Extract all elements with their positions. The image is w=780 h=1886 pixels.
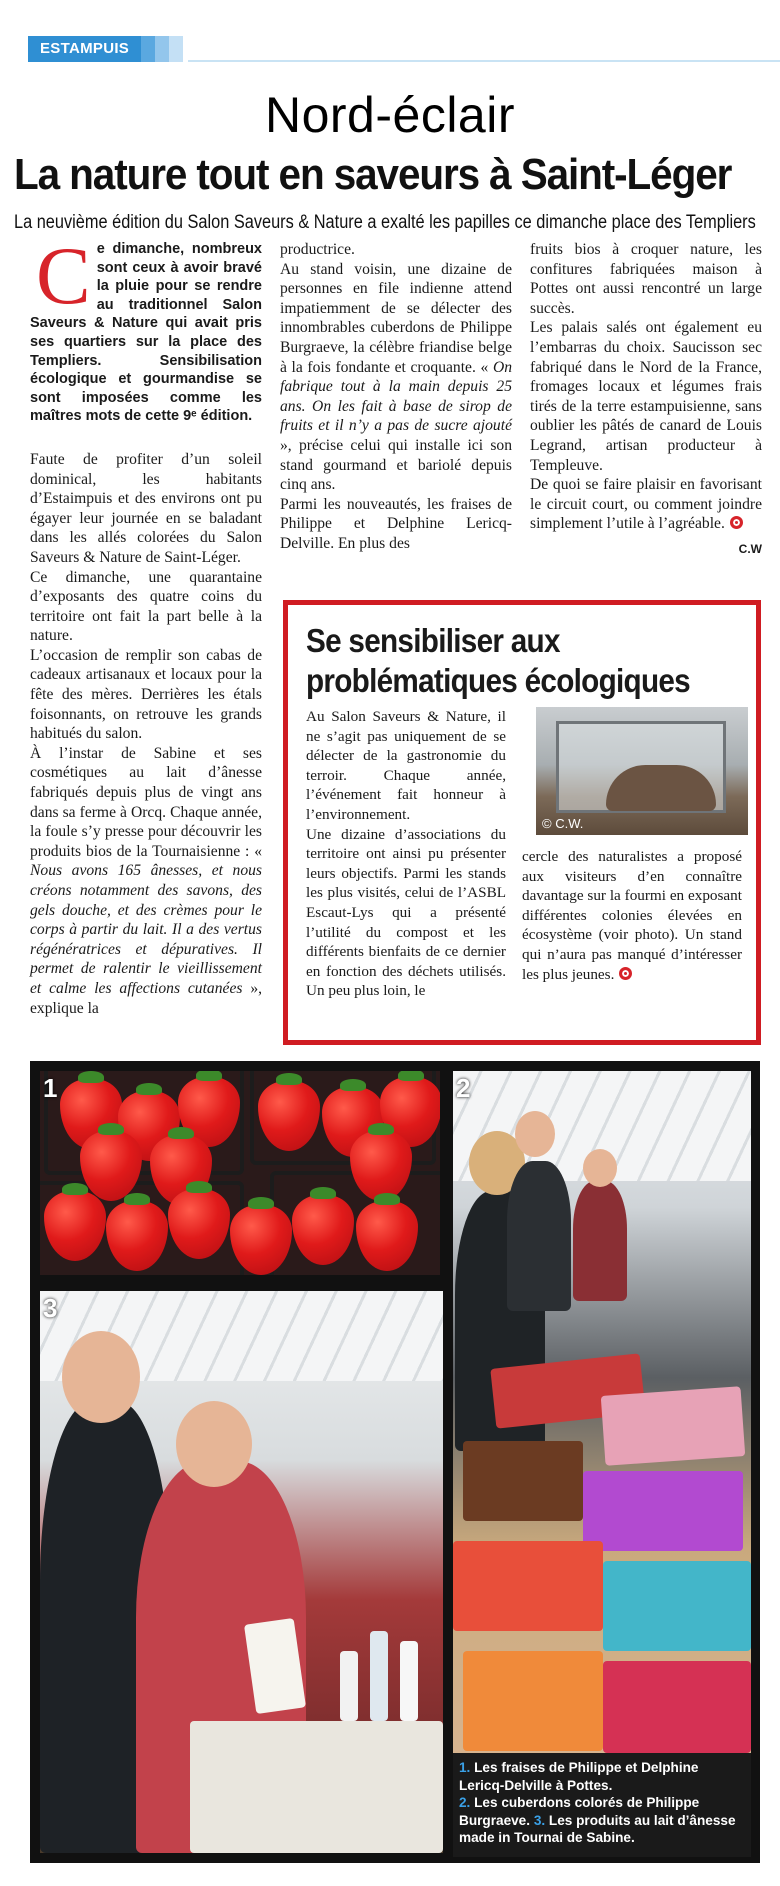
vendor-head-shape bbox=[515, 1111, 555, 1157]
anthill-shape bbox=[606, 765, 716, 811]
body-paragraph: Ce dimanche, une quarantaine d’exposants des quatre coins du territoire ont fait la part belle à la nature. bbox=[30, 568, 262, 645]
photo-caption bbox=[453, 1753, 751, 1857]
candy-tray-shape bbox=[601, 1386, 746, 1466]
man-head-shape bbox=[62, 1331, 140, 1423]
body-text: », précise celui qui installe ici son stand gourmand et bariolé depuis cinq ans. bbox=[280, 436, 512, 494]
sidebar-column-2 bbox=[522, 847, 742, 984]
end-mark-icon bbox=[730, 516, 743, 529]
end-mark-icon bbox=[619, 967, 632, 980]
candy-tray-shape bbox=[583, 1471, 743, 1551]
body-paragraph bbox=[30, 744, 262, 1018]
photo-credit: © C.W. bbox=[542, 816, 584, 831]
candy-tray-shape bbox=[463, 1651, 603, 1751]
dropcap: C bbox=[36, 230, 91, 321]
body-text: Au stand voisin, une dizaine de personnes en file indienne attend impatiemment de se délecter des innombrables cuberdons de Philippe Burgraeve, la célèbre friandise belge à la fois fondante et croquante. « bbox=[280, 260, 512, 376]
cuberdons-stand-photo bbox=[453, 1071, 751, 1753]
candy-tray-shape bbox=[603, 1561, 751, 1651]
body-paragraph: Les palais salés ont également eu l’embarras du choix. Saucisson sec fabriqué dans le Nord de la France, fromages locaux et légumes frais tirés de la terre estampuisienne, sans oublier les pâtés de canard de Louis Legrand, artisan producteur à Templeuve. bbox=[530, 319, 762, 474]
photo-number: 3 bbox=[43, 1293, 58, 1323]
caption-text: Les fraises de Philippe et Delphine Lericq-Delville à Pottes. bbox=[459, 1760, 699, 1793]
quote-text: Nous avons 165 ânesses, et nous créons notamment des savons, des gels douche, et des crèmes pour le corps à partir du lait. Il a des vertus régénératrices et dépuratives. Il permet de ralentir le vieillissement et calme les affections cutanées bbox=[30, 862, 262, 997]
body-text: », explique la bbox=[30, 979, 263, 1017]
body-paragraph bbox=[280, 260, 512, 495]
photo-panel bbox=[30, 1061, 760, 1863]
signature: C.W bbox=[738, 541, 762, 556]
sidebar-box bbox=[283, 600, 761, 1045]
photo-number: 1 bbox=[43, 1073, 58, 1103]
caption-number: 3. bbox=[533, 1812, 546, 1828]
caption-number: 1. bbox=[459, 1760, 471, 1775]
candy-tray-shape bbox=[603, 1661, 751, 1753]
bottle-shape bbox=[400, 1641, 418, 1721]
strawberries-photo bbox=[40, 1071, 440, 1275]
caption-number: 2. bbox=[459, 1795, 471, 1811]
bottle-shape bbox=[340, 1651, 358, 1721]
visitor-head-shape bbox=[583, 1149, 617, 1187]
candy-tray-shape bbox=[463, 1441, 583, 1521]
body-paragraph bbox=[530, 475, 762, 534]
body-paragraph: Faute de profiter d’un soleil dominical, les habitants d’Estaimpuis et des environs ont pu égayer leur journée en se baladant dans les allés colorées du Salon Saveurs & Nature de Saint-Léger. bbox=[30, 450, 262, 566]
sidebar-paragraph bbox=[522, 847, 742, 984]
tag-block-2 bbox=[155, 36, 169, 62]
lead-paragraph: e dimanche, nombreux sont ceux à avoir bravé la pluie pour se rendre au traditionnel Salon Saveurs & Nature qui avait pris ses quartiers sur la place des Templiers. Sensibilisation écologique et gourmandise se sont imposées comme les maîtres mots de cette 9ᵉ édition. bbox=[30, 241, 262, 425]
caption-text: Les produits au lait d’ânesse made in Tournai de Sabine. bbox=[459, 1812, 736, 1846]
headline: La nature tout en saveurs à Saint-Léger bbox=[14, 150, 732, 199]
vendor-shape bbox=[507, 1161, 571, 1311]
body-paragraph: Parmi les nouveautés, les fraises de Philippe et Delphine Lericq-Delville. En plus des bbox=[280, 495, 512, 552]
photo-number: 2 bbox=[456, 1073, 471, 1103]
woman-head-shape bbox=[176, 1401, 252, 1487]
candy-tray-shape bbox=[453, 1541, 603, 1631]
body-text: De quoi se faire plaisir en favorisant le circuit court, ou comment joindre simplement l’utile à l’agréable. bbox=[530, 476, 762, 533]
subhead: La neuvième édition du Salon Saveurs & Nature a exalté les papilles ce dimanche place des Templiers bbox=[14, 212, 756, 233]
body-paragraph: fruits bios à croquer nature, les confitures fabriquées maison à Pottes ont aussi rencontré un large succès. bbox=[530, 241, 762, 317]
body-paragraph: productrice. bbox=[280, 241, 355, 258]
article-column-3 bbox=[530, 240, 762, 560]
stand-table-shape bbox=[190, 1721, 443, 1853]
section-rule bbox=[188, 60, 780, 62]
body-text: À l’instar de Sabine et ses cosmétiques au lait d’ânesse fabriqués depuis plus de vingt ans dans sa ferme à Orcq. Chaque année, la foule s’y presse pour découvrir les produits bios de la Tournaisienne : « bbox=[30, 744, 262, 860]
sidebar-paragraph: Une dizaine d’associations du territoire ont ainsi pu présenter leurs objectifs. Parmi les stands les plus visités, celui de l’ASBL Escaut-Lys qui a présenté l’utilité du compost et les différents bienfaits de ce dernier en fonction des déchets utilisés. Un peu plus loin, le bbox=[306, 825, 506, 1000]
masthead: Nord-éclair bbox=[264, 87, 515, 143]
sidebar-title: Se sensibiliser aux problématiques écologiques bbox=[306, 622, 690, 699]
section-tag bbox=[28, 36, 183, 62]
tag-block-1 bbox=[141, 36, 155, 62]
quote-text: On fabrique tout à la main depuis 25 ans. On les fait à base de sirop de fruits et il n’y a pas de sucre ajouté bbox=[280, 358, 512, 435]
article-column-2 bbox=[280, 240, 512, 554]
bottle-shape bbox=[370, 1631, 388, 1721]
sidebar-paragraph: Au Salon Saveurs & Nature, il ne s’agit pas uniquement de se délecter de la gastronomie du terroir. Chaque année, l’événement fait honneur à l’environnement. bbox=[306, 708, 506, 823]
donkey-milk-stand-photo bbox=[40, 1291, 443, 1853]
section-label: ESTAMPUIS bbox=[28, 36, 141, 62]
body-paragraph: L’occasion de remplir son cabas de cadeaux artisanaux et locaux pour la fête des mères. Derrières les étals foisonnants, on retrouve les grands habitués du salon. bbox=[30, 646, 262, 743]
sidebar-text: cercle des naturalistes a proposé aux visiteurs d’en connaître davantage sur la fourmi en exposant différentes colonies élevées en écosystème (voir photo). Un stand qui n’aura pas manqué d’intéresser les plus jeunes. bbox=[522, 848, 742, 983]
tag-block-3 bbox=[169, 36, 183, 62]
caption-text: Les cuberdons colorés de Philippe Burgraeve. bbox=[459, 1795, 700, 1828]
article-column-1 bbox=[30, 230, 263, 1018]
sidebar-column-1 bbox=[306, 707, 506, 1001]
ant-colony-photo bbox=[536, 707, 748, 835]
visitor-shape bbox=[573, 1181, 627, 1301]
